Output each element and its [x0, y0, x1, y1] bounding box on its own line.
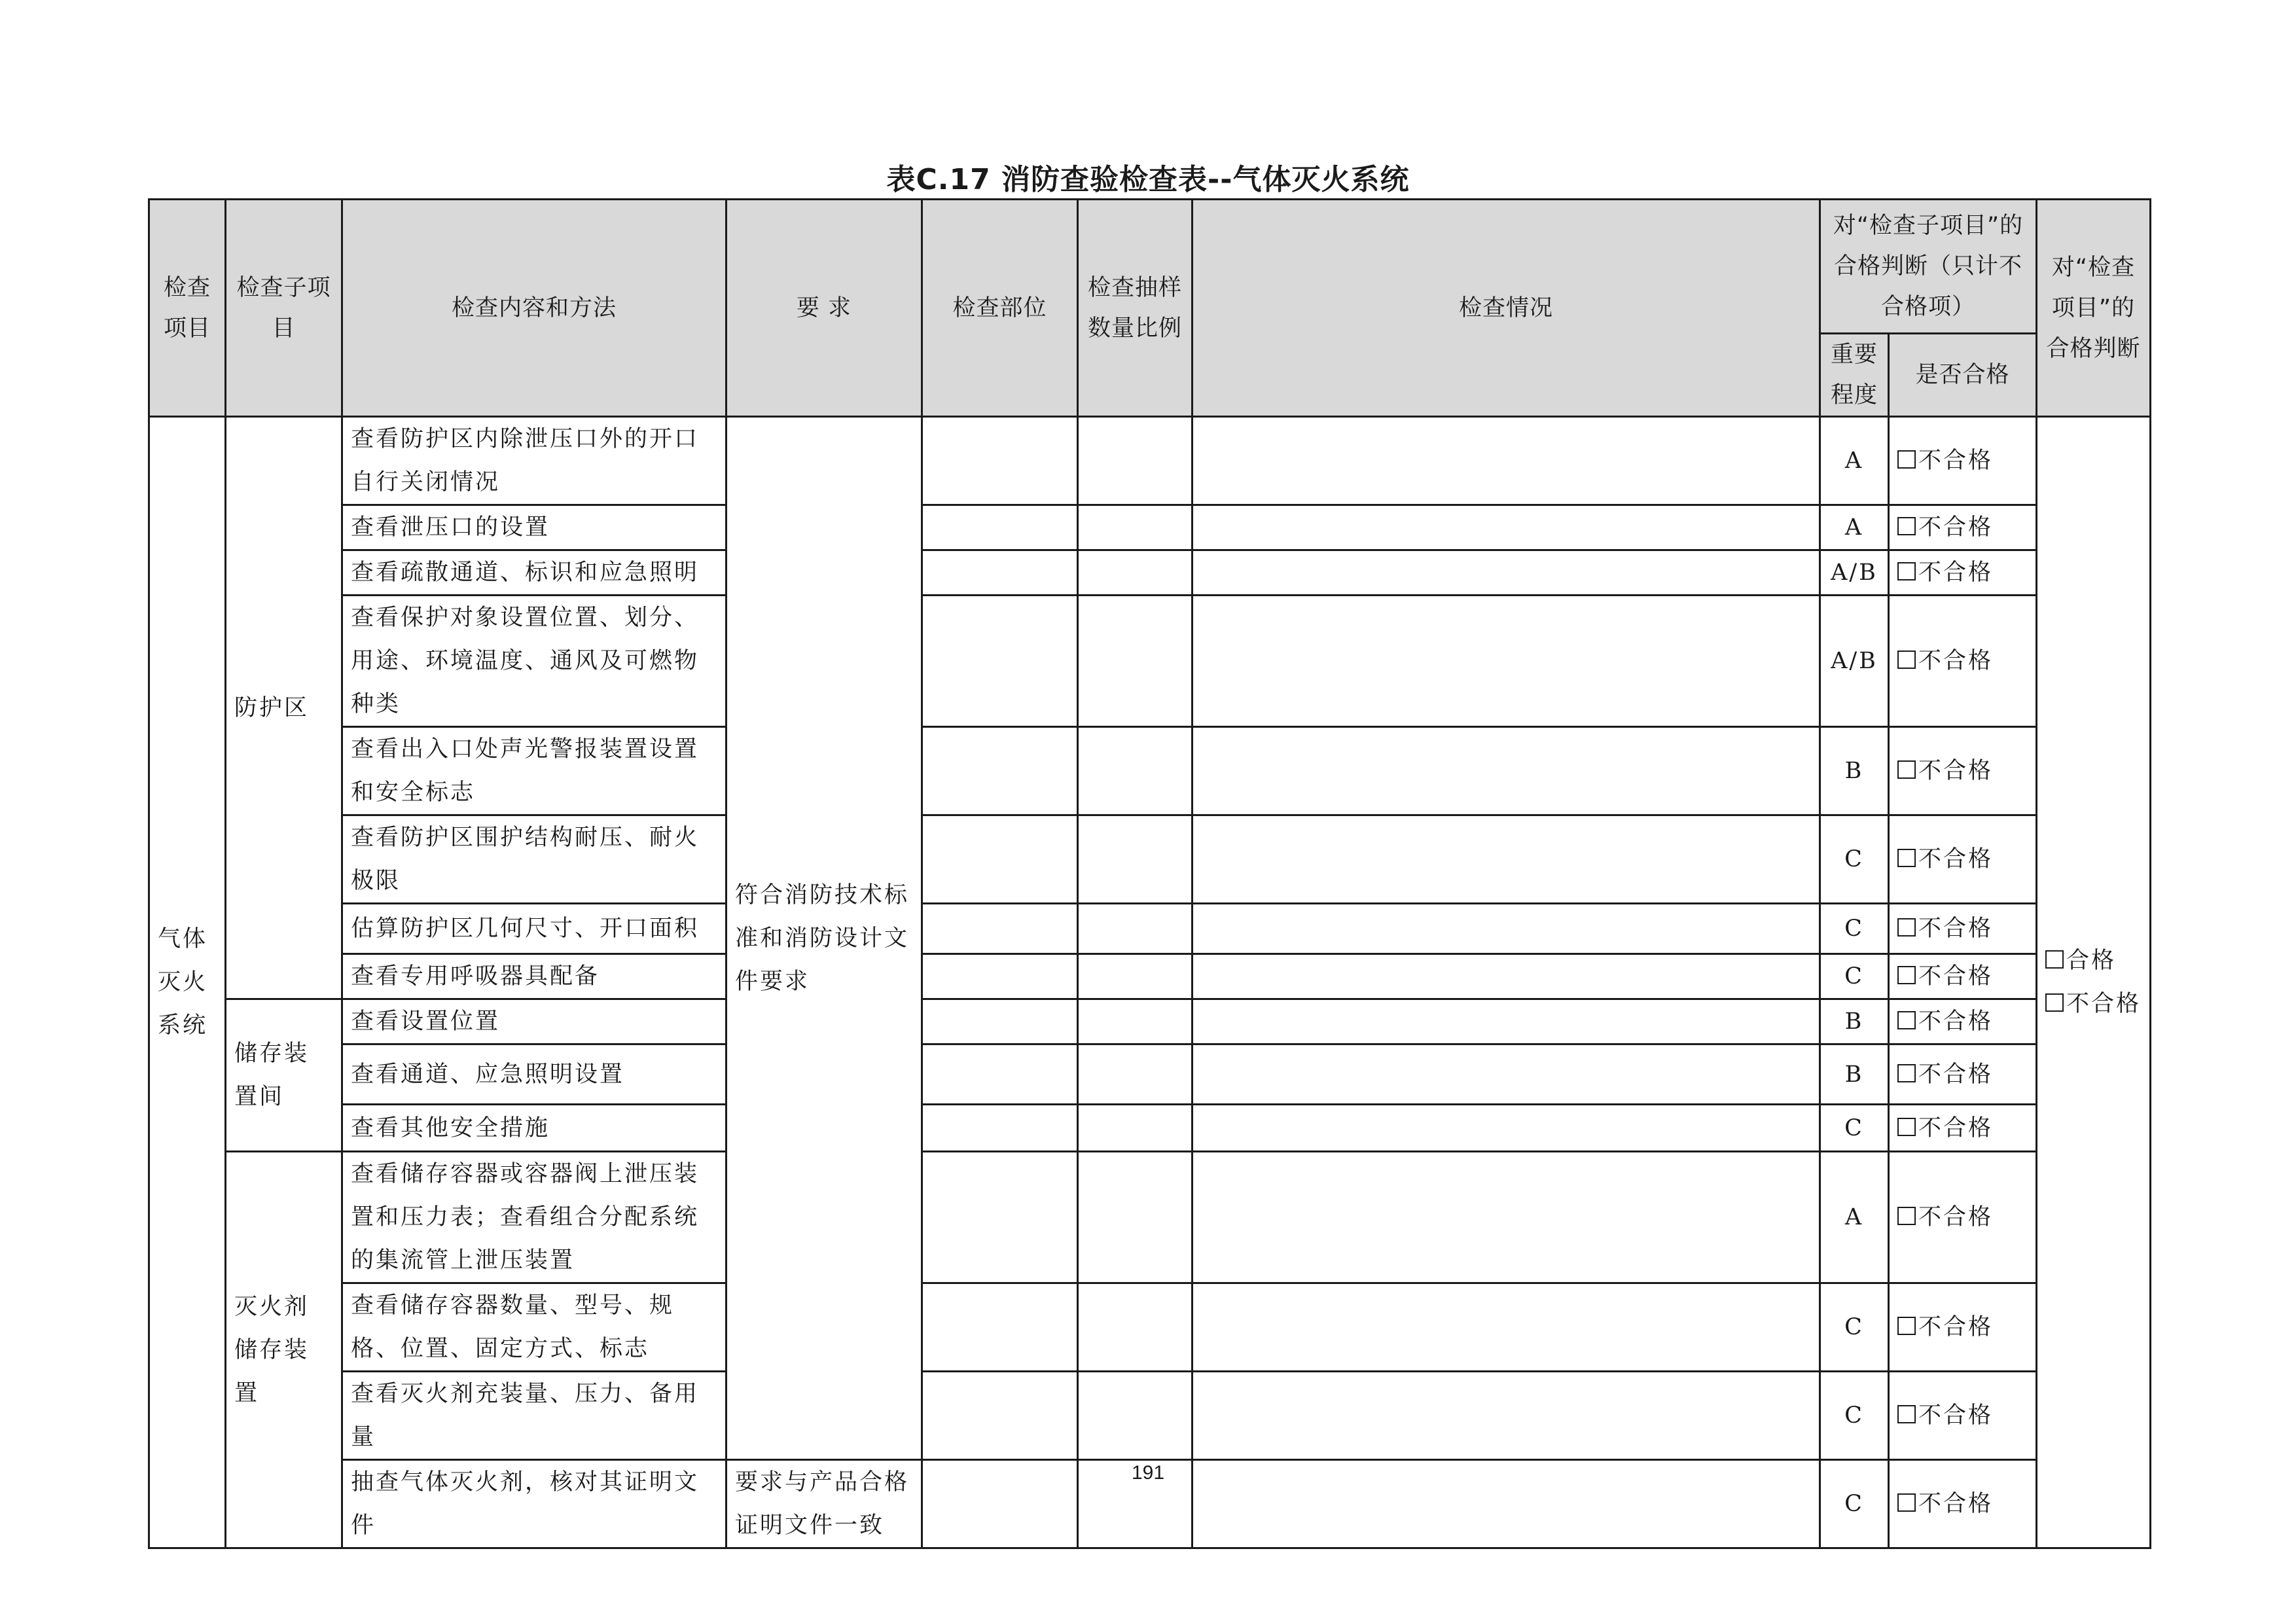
- situation-cell[interactable]: [1193, 1283, 1820, 1372]
- checkbox-icon: [2045, 993, 2064, 1012]
- row-content: 查看专用呼吸器具配备: [342, 954, 726, 999]
- subitem-protection-zone: 防护区: [226, 417, 342, 999]
- situation-cell[interactable]: [1193, 1044, 1820, 1105]
- checkbox-icon: [2045, 950, 2064, 969]
- grade-cell: A: [1820, 505, 1889, 550]
- table-row: [149, 1044, 2151, 1105]
- location-cell[interactable]: [922, 1105, 1078, 1152]
- situation-cell[interactable]: [1193, 1152, 1820, 1283]
- grade-cell: A: [1820, 1152, 1889, 1283]
- situation-cell[interactable]: [1193, 550, 1820, 596]
- checkbox-icon: [1897, 849, 1916, 867]
- location-cell[interactable]: [922, 727, 1078, 815]
- checkbox-icon: [1897, 562, 1916, 580]
- header-content: 检查内容和方法: [342, 200, 726, 417]
- grade-cell: B: [1820, 727, 1889, 815]
- fail-checkbox[interactable]: 不合格: [1889, 1283, 2037, 1372]
- situation-cell[interactable]: [1193, 727, 1820, 815]
- table-row: [149, 815, 2151, 904]
- fail-checkbox[interactable]: 不合格: [1889, 1460, 2037, 1548]
- header-sub-judge: 对“检查子项目”的合格判断（只计不合格项）: [1820, 200, 2037, 334]
- situation-cell[interactable]: [1193, 999, 1820, 1044]
- grade-cell: B: [1820, 999, 1889, 1044]
- fail-checkbox[interactable]: 不合格: [1889, 1372, 2037, 1460]
- situation-cell[interactable]: [1193, 1105, 1820, 1152]
- sample-cell[interactable]: [1078, 727, 1193, 815]
- sample-cell[interactable]: [1078, 1044, 1193, 1105]
- sample-cell[interactable]: [1078, 904, 1193, 954]
- item-name: 气体灭火系统: [149, 417, 226, 1548]
- fail-checkbox[interactable]: 不合格: [1889, 417, 2037, 505]
- fail-checkbox[interactable]: 不合格: [1889, 1105, 2037, 1152]
- location-cell[interactable]: [922, 1152, 1078, 1283]
- requirement-standard: 符合消防技术标准和消防设计文件要求: [726, 417, 922, 1460]
- fail-checkbox[interactable]: 不合格: [1889, 999, 2037, 1044]
- table-row: [149, 550, 2151, 596]
- row-content: 查看出入口处声光警报装置设置和安全标志: [342, 727, 726, 815]
- sample-cell[interactable]: [1078, 954, 1193, 999]
- fail-checkbox[interactable]: 不合格: [1889, 1044, 2037, 1105]
- fail-checkbox[interactable]: 不合格: [1889, 727, 2037, 815]
- situation-cell[interactable]: [1193, 596, 1820, 727]
- row-content: 抽查气体灭火剂，核对其证明文件: [342, 1460, 726, 1548]
- location-cell[interactable]: [922, 954, 1078, 999]
- header-item-judge: 对“检查项目”的合格判断: [2037, 200, 2151, 417]
- location-cell[interactable]: [922, 505, 1078, 550]
- fail-checkbox[interactable]: 不合格: [1889, 505, 2037, 550]
- sample-cell[interactable]: [1078, 999, 1193, 1044]
- checkbox-icon: [1897, 1064, 1916, 1082]
- item-pass-option[interactable]: 合格: [2045, 939, 2142, 982]
- row-content: 查看储存容器或容器阀上泄压装置和压力表；查看组合分配系统的集流管上泄压装置: [342, 1152, 726, 1283]
- checkbox-icon: [1897, 1405, 1916, 1423]
- location-cell[interactable]: [922, 1372, 1078, 1460]
- sample-cell[interactable]: [1078, 417, 1193, 505]
- header-situation: 检查情况: [1193, 200, 1820, 417]
- table-row: [149, 505, 2151, 550]
- row-content: 查看泄压口的设置: [342, 505, 726, 550]
- checkbox-icon: [1897, 1118, 1916, 1136]
- checkbox-icon: [1897, 1493, 1916, 1512]
- table-row: [149, 954, 2151, 999]
- table-row: [149, 1283, 2151, 1372]
- sample-cell[interactable]: [1078, 1152, 1193, 1283]
- location-cell[interactable]: [922, 596, 1078, 727]
- situation-cell[interactable]: [1193, 904, 1820, 954]
- grade-cell: C: [1820, 1105, 1889, 1152]
- grade-cell: A: [1820, 417, 1889, 505]
- row-content: 查看设置位置: [342, 999, 726, 1044]
- situation-cell[interactable]: [1193, 954, 1820, 999]
- grade-cell: A/B: [1820, 596, 1889, 727]
- sample-cell[interactable]: [1078, 1105, 1193, 1152]
- table-row: [149, 1372, 2151, 1460]
- page-title: 表C.17 消防查验检查表--气体灭火系统: [886, 163, 1410, 196]
- table-row: [149, 417, 2151, 505]
- row-content: 查看其他安全措施: [342, 1105, 726, 1152]
- grade-cell: C: [1820, 1372, 1889, 1460]
- header-location: 检查部位: [922, 200, 1078, 417]
- header-qualified: 是否合格: [1889, 334, 2037, 417]
- header-item: 检查项目: [149, 200, 226, 417]
- location-cell[interactable]: [922, 999, 1078, 1044]
- location-cell[interactable]: [922, 550, 1078, 596]
- grade-cell: A/B: [1820, 550, 1889, 596]
- grade-cell: C: [1820, 904, 1889, 954]
- fail-checkbox[interactable]: 不合格: [1889, 904, 2037, 954]
- header-row: [149, 200, 2151, 334]
- fail-checkbox[interactable]: 不合格: [1889, 815, 2037, 904]
- checkbox-icon: [1897, 1207, 1916, 1225]
- sample-cell[interactable]: [1078, 505, 1193, 550]
- row-content: 查看防护区内除泄压口外的开口自行关闭情况: [342, 417, 726, 505]
- fail-checkbox[interactable]: 不合格: [1889, 1152, 2037, 1283]
- row-content: 查看疏散通道、标识和应急照明: [342, 550, 726, 596]
- grade-cell: C: [1820, 815, 1889, 904]
- sample-cell[interactable]: [1078, 815, 1193, 904]
- row-content: 查看灭火剂充装量、压力、备用量: [342, 1372, 726, 1460]
- subitem-storage-room: 储存装置间: [226, 999, 342, 1152]
- subitem-agent-storage: 灭火剂储存装置: [226, 1152, 342, 1548]
- header-importance: 重要程度: [1820, 334, 1889, 417]
- location-cell[interactable]: [922, 1044, 1078, 1105]
- row-content: 查看储存容器数量、型号、规格、位置、固定方式、标志: [342, 1283, 726, 1372]
- header-sample: 检查抽样数量比例: [1078, 200, 1193, 417]
- requirement-certificate: 要求与产品合格证明文件一致: [726, 1460, 922, 1548]
- table-row: [149, 904, 2151, 954]
- situation-cell[interactable]: [1193, 505, 1820, 550]
- checkbox-icon: [1897, 450, 1916, 469]
- checkbox-icon: [1897, 517, 1916, 535]
- checkbox-icon: [1897, 651, 1916, 669]
- item-judge-cell: [2037, 417, 2151, 1548]
- situation-cell[interactable]: [1193, 417, 1820, 505]
- sample-cell[interactable]: [1078, 596, 1193, 727]
- grade-cell: C: [1820, 1283, 1889, 1372]
- checkbox-icon: [1897, 1011, 1916, 1029]
- fail-checkbox[interactable]: 不合格: [1889, 596, 2037, 727]
- checkbox-icon: [1897, 760, 1916, 779]
- checkbox-icon: [1897, 966, 1916, 984]
- location-cell[interactable]: [922, 1283, 1078, 1372]
- inspection-table: [148, 198, 2151, 1549]
- sample-cell[interactable]: [1078, 550, 1193, 596]
- table-row: [149, 1105, 2151, 1152]
- item-fail-option[interactable]: 不合格: [2045, 982, 2142, 1026]
- header-subitem: 检查子项目: [226, 200, 342, 417]
- table-row: [149, 1152, 2151, 1283]
- location-cell[interactable]: [922, 904, 1078, 954]
- grade-cell: B: [1820, 1044, 1889, 1105]
- row-content: 查看防护区围护结构耐压、耐火极限: [342, 815, 726, 904]
- table-row: [149, 596, 2151, 727]
- grade-cell: C: [1820, 1460, 1889, 1548]
- sample-cell[interactable]: [1078, 1283, 1193, 1372]
- checkbox-icon: [1897, 1317, 1916, 1335]
- page-number: 191: [1131, 1462, 1165, 1484]
- location-cell[interactable]: [922, 815, 1078, 904]
- row-content: 查看保护对象设置位置、划分、用途、环境温度、通风及可燃物种类: [342, 596, 726, 727]
- checkbox-icon: [1897, 918, 1916, 936]
- table-row: [149, 727, 2151, 815]
- situation-cell[interactable]: [1193, 815, 1820, 904]
- table-row: [149, 999, 2151, 1044]
- grade-cell: C: [1820, 954, 1889, 999]
- sample-cell[interactable]: [1078, 1372, 1193, 1460]
- situation-cell[interactable]: [1193, 1372, 1820, 1460]
- fail-checkbox[interactable]: 不合格: [1889, 954, 2037, 999]
- row-content: 查看通道、应急照明设置: [342, 1044, 726, 1105]
- row-content: 估算防护区几何尺寸、开口面积: [342, 904, 726, 954]
- location-cell[interactable]: [922, 417, 1078, 505]
- fail-checkbox[interactable]: 不合格: [1889, 550, 2037, 596]
- header-requirement: 要 求: [726, 200, 922, 417]
